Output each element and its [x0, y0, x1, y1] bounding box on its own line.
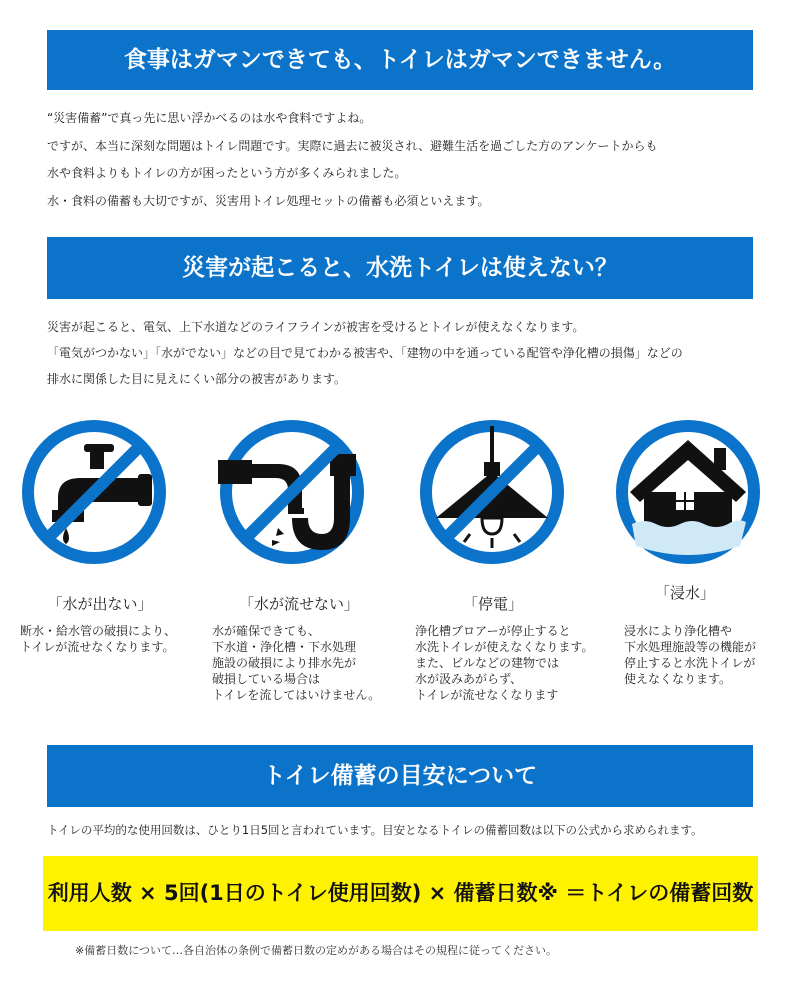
desc-line: 浸水により浄化槽や [624, 624, 733, 638]
desc-line: 使えなくなります。 [624, 672, 732, 686]
disaster-line: 「電気がつかない」「水がでない」などの目で見てわかる被害や、「建物の中を通っている配管や浄化槽の損傷」などの [47, 346, 683, 360]
intro-line: ですが、本当に深刻な問題はトイレ問題です。実際に過去に被災され、避難生活を過ごした方のアンケートからも [47, 138, 658, 153]
caption-blackout: 「停電」 [462, 595, 523, 613]
desc-line: トイレが流せなくなります。 [20, 640, 175, 654]
desc-flooding [624, 623, 756, 687]
desc-line: 下水道・浄化槽・下水処理 [212, 640, 357, 654]
disaster-line: 災害が起こると、電気、上下水道などのライフラインが被害を受けるとトイレが使えなくなります。 [47, 320, 585, 334]
desc-line: また、ビルなどの建物では [415, 656, 560, 670]
desc-line: 断水・給水管の破損により、 [20, 624, 177, 638]
intro-line: “災害備蓄”で真っ先に思い浮かべるのは水や食料ですよね。 [47, 111, 372, 125]
desc-line: トイレが流せなくなります [415, 688, 559, 702]
flooded-house-icon [614, 418, 762, 566]
disaster-line: 排水に関係した目に見えにくい部分の被害があります。 [47, 372, 347, 386]
stockpile-text: トイレの平均的な使用回数は、ひとり1日5回と言われています。目安となるトイレの備蓄回数は以下の公式から求められます。 [47, 823, 703, 837]
section-title-toilet-patience: 食事はガマンできても、トイレはガマンできません。 [47, 30, 753, 90]
section-title-disaster: 災害が起こると、水洗トイレは使えない？ [47, 237, 753, 299]
desc-line: 水が確保できても、 [212, 624, 321, 638]
desc-line: 水が汲みあがらず、 [415, 672, 523, 686]
desc-line: 浄化槽ブロアーが停止すると [415, 624, 571, 638]
pipe-icon [218, 418, 366, 566]
caption-no-water: 「水が出ない」 [47, 595, 153, 613]
desc-line: 施設の破損により排水先が [212, 656, 357, 670]
desc-line: トイレを流してはいけません。 [212, 688, 381, 702]
lamp-icon [418, 418, 566, 566]
intro-line: 水・食料の備蓄も大切ですが、災害用トイレ処理セットの備蓄も必須といえます。 [47, 193, 490, 208]
desc-cannot-flush [212, 623, 380, 703]
stockpile-formula: 利用人数 × 5回(1日のトイレ使用回数) × 備蓄日数※ ＝トイレの備蓄回数 [43, 856, 758, 931]
desc-no-water [20, 623, 176, 655]
desc-line: 下水処理施設等の機能が [624, 640, 757, 654]
disaster-paragraph [47, 314, 767, 392]
footnote: ※備蓄日数について…各自治体の条例で備蓄日数の定めがある場合はその規程に従ってください。 [75, 944, 557, 957]
desc-line: 破損している場合は [212, 672, 321, 686]
desc-line: 停止すると水洗トイレが [624, 656, 756, 670]
desc-line: 水洗トイレが使えなくなります。 [415, 640, 594, 654]
section-title-stockpile-guide: トイレ備蓄の目安について [47, 745, 753, 807]
intro-paragraph [47, 105, 767, 215]
desc-blackout [415, 623, 593, 703]
caption-flooding: 「浸水」 [654, 584, 715, 602]
intro-line: 水や食料よりもトイレの方が困ったという方が多くみられました。 [47, 166, 407, 180]
caption-cannot-flush: 「水が流せない」 [238, 595, 359, 613]
faucet-icon [20, 418, 168, 566]
